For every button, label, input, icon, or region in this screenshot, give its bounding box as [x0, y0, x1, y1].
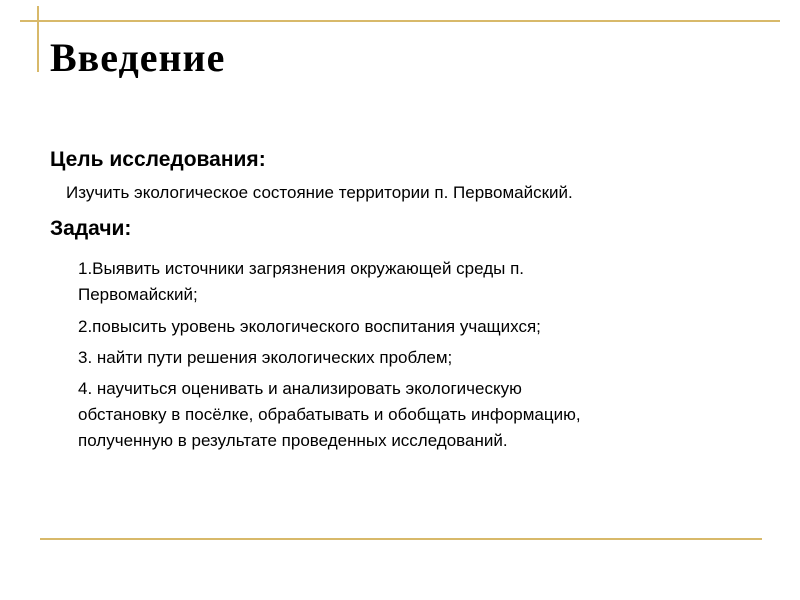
task-item-2 — [78, 314, 541, 340]
task-1-line-2: Первомайский; — [78, 285, 198, 304]
goal-heading: Цель исследования: — [50, 148, 266, 171]
task-1-line-1: 1.Выявить источники загрязнения окружающей среды п. — [78, 259, 524, 278]
left-accent-line — [37, 6, 39, 72]
task-4-line-3: полученную в результате проведенных исследований. — [78, 431, 508, 450]
task-4-line-1: 4. научиться оценивать и анализировать экологическую — [78, 379, 522, 398]
task-item-1 — [78, 256, 524, 308]
task-2-line-1: 2.повысить уровень экологического воспитания учащихся; — [78, 317, 541, 336]
top-divider-line — [20, 20, 780, 22]
tasks-heading: Задачи: — [50, 217, 132, 240]
slide-title: Введение — [50, 35, 226, 80]
task-3-line-1: 3. найти пути решения экологических проблем; — [78, 348, 453, 367]
goal-text: Изучить экологическое состояние территории п. Первомайский. — [66, 183, 573, 202]
task-item-4 — [78, 376, 581, 454]
task-4-line-2: обстановку в посёлке, обрабатывать и обобщать информацию, — [78, 405, 581, 424]
task-item-3 — [78, 345, 452, 371]
bottom-divider-line — [40, 538, 762, 540]
